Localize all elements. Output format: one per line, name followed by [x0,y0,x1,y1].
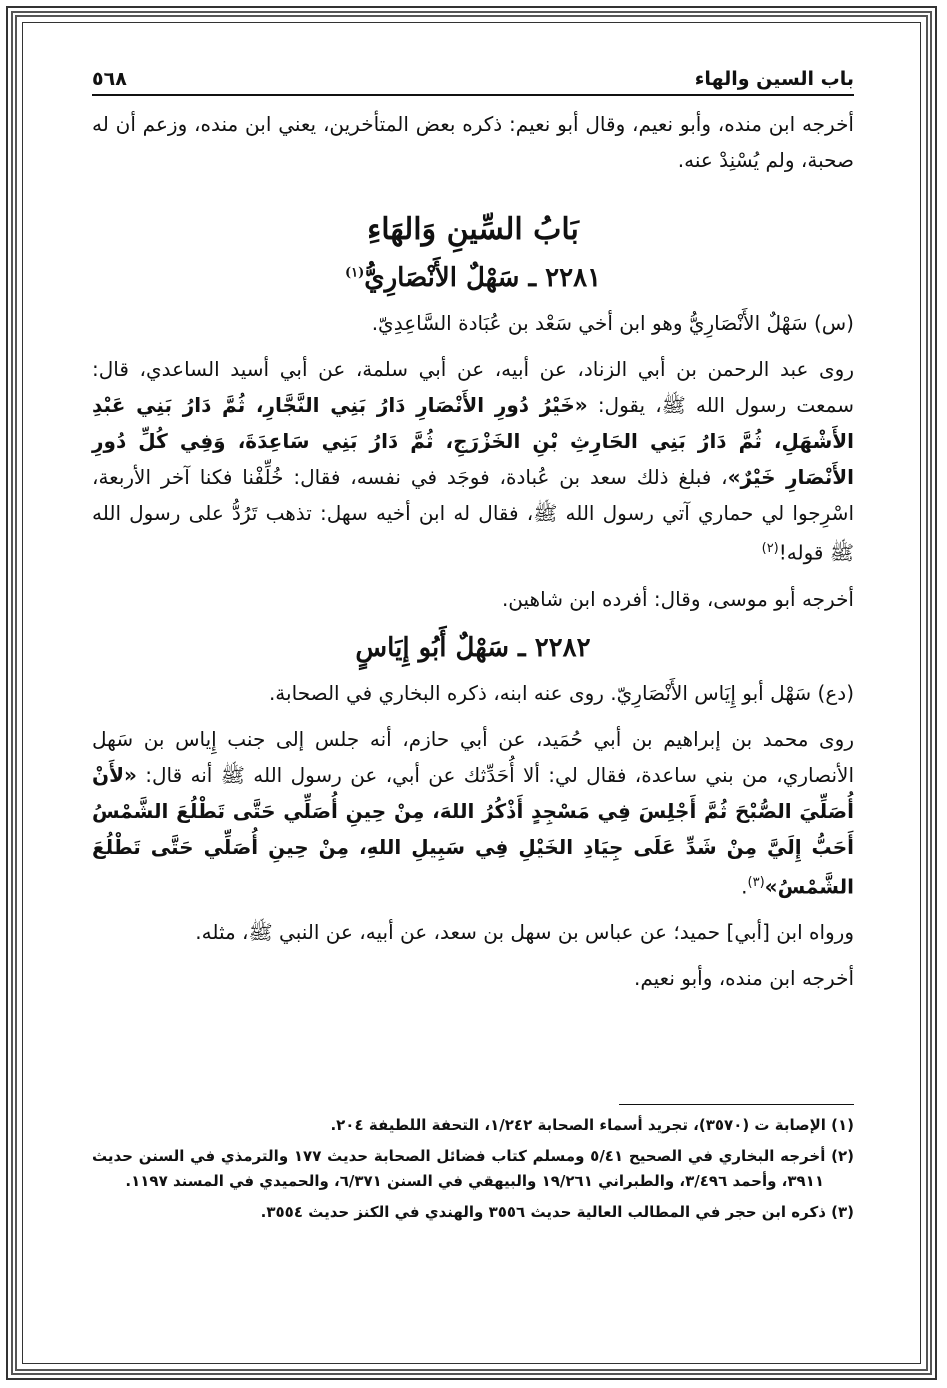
entry-2281-narration [92,351,854,571]
entry-2281-narration-chain: روى عبد الرحمن بن أبي الزناد، عن أبيه، عن أبي سلمة، عن أبي أسيد الساعدي، قال: سمعت رسول الله ﷺ، يقول: [92,357,854,417]
book-page [92,68,854,1358]
entry-2281-title-text: ٢٢٨١ ـ سَهْلٌ الأَنْصَارِيُّ [364,263,602,293]
page-number: ٥٦٨ [92,68,127,90]
running-header [92,68,854,96]
footnote-ref-1: (١) [344,265,365,281]
entry-2282-riwaya: ورواه ابن [أبي] حميد؛ عن عباس بن سهل بن سعد، عن أبيه، عن النبي ﷺ، مثله. [195,920,854,945]
entry-2281-title [92,263,854,293]
section-title: بَابُ السِّينِ وَالهَاءِ [367,212,579,247]
entry-2282-title: ٢٢٨٢ ـ سَهْلٌ أَبُو إِيَاسٍ [355,632,591,663]
entry-2281-narration-story: ، فبلغ ذلك سعد بن عُبادة، فوجَد في نفسه، فقال: خُلِّفْنا فكنا آخر الأربعة، اسْرِجوا لي حماري آتي رسول الله ﷺ، فقال له ابن أخيه سهل: تذهب تَرُدُّ على رسول الله ﷺ قوله! [92,465,854,565]
footnotes [92,1104,854,1231]
entry-2281-intro: (س) سَهْلٌ الأَنْصَارِيُّ وهو ابن أخي سَعْد بن عُبَادة السَّاعِدِيّ. [371,311,854,335]
running-title: باب السين والهاء [694,68,854,90]
footnote-2: (٢) أخرجه البخاري في الصحيح ٥/٤١ ومسلم كتاب فضائل الصحابة حديث ١٧٧ والترمذي في السنن حديث ٣٩١١، وأحمد ٣/٤٩٦، والطبراني ١٩/٢٦١ والبيهقي في السنن ٦/٣٧١، والحميدي في المسند ١١٩٧. [92,1147,854,1190]
entry-2282-narration-chain: روى محمد بن إبراهيم بن أبي حُمَيد، عن أبي حازم، أنه جلس إلى جنب إِياس بن سَهل الأنصاري، من بني ساعدة، فقال لي: ألا أُحَدِّثك عن أبي، عن رسول الله ﷺ أنه قال: [92,726,854,787]
footnote-3: (٣) ذكره ابن حجر في المطالب العالية حديث ٣٥٥٦ والهندي في الكنز حديث ٣٥٥٤. [260,1203,854,1221]
footnote-separator [619,1104,854,1105]
footnote-ref-2: (٢) [761,541,779,556]
entry-2282-narration: روى محمد بن إبراهيم بن أبي حُمَيد، عن أبي حازم، أنه جلس إلى جنب إِياس بن سَهل الأنصاري، من بني ساعدة، فقال لي: ألا أُحَدِّثك عن أبي، عن رسول الله ﷺ أنه قال: «لأَنْ أُصَلِّيَ الصُّبْحَ ثُمَّ أَجْلِسَ فِي مَسْجِدٍ أَذْكُرُ اللهَ، مِنْ حِينِ أُصَلِّي حَتَّى تَطْلُعَ الشَّمْسُ أَحَبُّ إِلَيَّ مِنْ شَدِّ عَلَى جِيَادِ الخَيْلِ فِي سَبِيلِ اللهِ، مِنْ حِينِ أُصَلِّي حَتَّى تَطْلُعَ الشَّمْسُ»$^{(٣)}$. [92,726,854,899]
entry-2282-closing: أخرجه ابن منده، وأبو نعيم. [633,966,854,991]
footnote-ref-3: (٣) [747,874,765,890]
entry-2282-hadith-text: «لأَنْ أُصَلِّيَ الصُّبْحَ ثُمَّ أَجْلِسَ فِي مَسْجِدٍ أَذْكُرُ اللهَ، مِنْ حِينِ أُصَلِّي حَتَّى تَطْلُعَ الشَّمْسُ أَحَبُّ إِلَيَّ مِنْ شَدِّ عَلَى جِيَادِ الخَيْلِ فِي سَبِيلِ اللهِ، مِنْ حِينِ أُصَلِّي حَتَّى تَطْلُعَ الشَّمْسُ» [92,762,854,899]
entry-2281-hadith-text: «خَيْرُ دُورِ الأَنْصَارِ دَارُ بَنِي النَّجَّارِ، ثُمَّ دَارُ بَنِي عَبْدِ الأَشْهَلِ، ثُمَّ دَارُ بَنِي الحَارِثِ بْنِ الخَزْرَجِ، ثُمَّ دَارُ بَنِي سَاعِدَةَ، وَفِي كُلِّ دُورِ الأَنْصَارِ خَيْرٌ» [92,393,855,489]
entry-2281-closing: أخرجه أبو موسى، وقال: أفرده ابن شاهين. [501,586,854,611]
entry-2282-intro: (دع) سَهْل أبو إِيَاس الأَنْصَارِيّ. روى عنه ابنه، ذكره البخاري في الصحابة. [268,680,854,705]
footnote-1: (١) الإصابة ت (٣٥٧٠)، تجريد أسماء الصحابة ١/٢٤٢، التحفة اللطيفة ٢٠٤. [330,1116,854,1134]
intro-paragraph: أخرجه ابن منده، وأبو نعيم، وقال أبو نعيم: ذكره بعض المتأخرين، يعني ابن منده، وزعم أن له صحبة، ولم يُسْنِدْ عنه. [92,112,854,172]
